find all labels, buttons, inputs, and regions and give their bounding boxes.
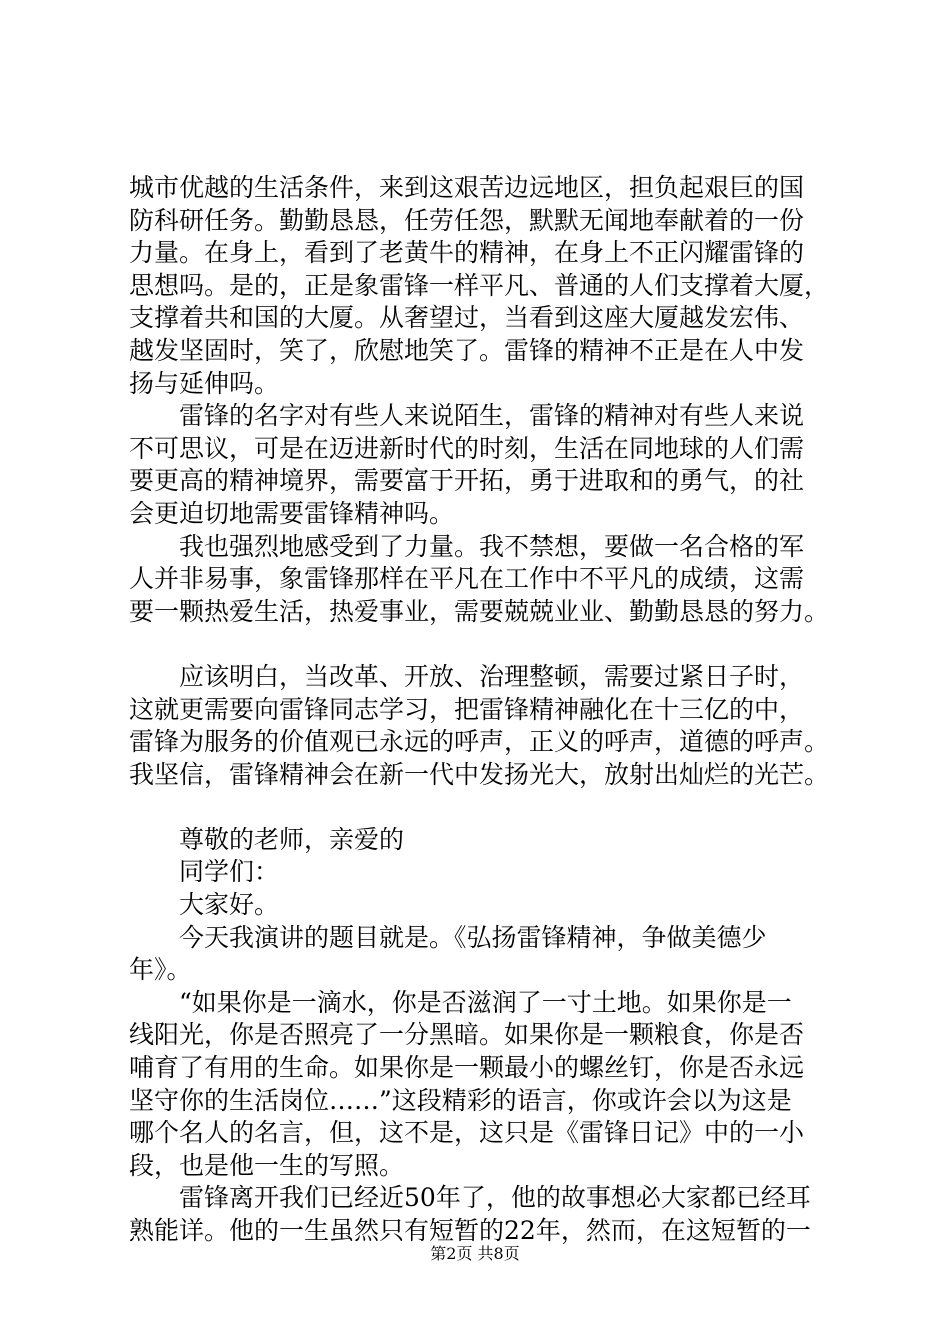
page-footer	[0, 1243, 950, 1265]
text-line: 同学们：	[129, 857, 280, 887]
text-line: 防科研任务。勤勤恳恳，任劳任怨，默默无闻地奉献着的一份	[129, 205, 805, 235]
text-line: 要一颗热爱生活，热爱事业，需要兢兢业业、勤勤恳恳的努力。	[129, 596, 830, 626]
text-line: 越发坚固时，笑了，欣慰地笑了。雷锋的精神不正是在人中发	[129, 335, 805, 365]
text-line: 这就更需要向雷锋同志学习，把雷锋精神融化在十三亿的中，	[129, 694, 805, 724]
page-number-label: 第2页 共8页	[430, 1244, 520, 1263]
text-line: 思想吗。是的，正是象雷锋一样平凡、普通的人们支撑着大厦，	[129, 270, 830, 300]
text-line: 雷锋离开我们已经近50年了，他的故事想必大家都已经耳	[129, 1183, 811, 1213]
paragraph-gap	[129, 791, 869, 824]
body-text	[129, 172, 869, 1248]
text-line: 我也强烈地感受到了力量。我不禁想，要做一名合格的军	[129, 531, 805, 561]
text-line: 不可思议，可是在迈进新时代的时刻，生活在同地球的人们需	[129, 433, 805, 463]
text-line: 线阳光，你是否照亮了一分黑暗。如果你是一颗粮食，你是否	[129, 1020, 805, 1050]
text-line: 会更迫切地需要雷锋精神吗。	[129, 498, 455, 528]
text-line: 要更高的精神境界，需要富于开拓，勇于进取和的勇气，的社	[129, 466, 805, 496]
text-line: 城市优越的生活条件，来到这艰苦边远地区，担负起艰巨的国	[129, 173, 805, 202]
text-line: 段，也是他一生的写照。	[129, 1150, 405, 1180]
text-line: 扬与延伸吗。	[129, 368, 280, 398]
text-line: 哪个名人的名言，但，这不是，这只是《雷锋日记》中的一小	[129, 1118, 805, 1148]
text-line: 应该明白，当改革、开放、治理整顿，需要过紧日子时，	[129, 661, 805, 691]
text-line: 哺育了有用的生命。如果你是一颗最小的螺丝钉，你是否永远	[129, 1053, 805, 1083]
text-line: 雷锋为服务的价值观已永远的呼声，正义的呼声，道德的呼声。	[129, 727, 830, 757]
text-line: 今天我演讲的题目就是。《弘扬雷锋精神，争做美德少	[129, 922, 767, 952]
text-line: 力量。在身上，看到了老黄牛的精神，在身上不正闪耀雷锋的	[129, 238, 805, 268]
text-line: 雷锋的名字对有些人来说陌生，雷锋的精神对有些人来说	[129, 401, 805, 431]
text-line: 人并非易事，象雷锋那样在平凡在工作中不平凡的成绩，这需	[129, 564, 805, 594]
text-line: 支撑着共和国的大厦。从奢望过，当看到这座大厦越发宏伟、	[129, 303, 805, 333]
text-line: “如果你是一滴水，你是否滋润了一寸土地。如果你是一	[129, 987, 792, 1017]
text-line: 坚守你的生活岗位……”这段精彩的语言，你或许会以为这是	[129, 1085, 792, 1115]
text-line: 熟能详。他的一生虽然只有短暂的22年，然而，在这短暂的一	[129, 1216, 811, 1245]
paragraph-gap	[129, 628, 869, 661]
text-line: 尊敬的老师，亲爱的	[129, 824, 405, 854]
text-line: 我坚信，雷锋精神会在新一代中发扬光大，放射出灿烂的光芒。	[129, 759, 830, 789]
text-line: 年》。	[129, 955, 192, 985]
text-line: 大家好。	[129, 890, 280, 920]
